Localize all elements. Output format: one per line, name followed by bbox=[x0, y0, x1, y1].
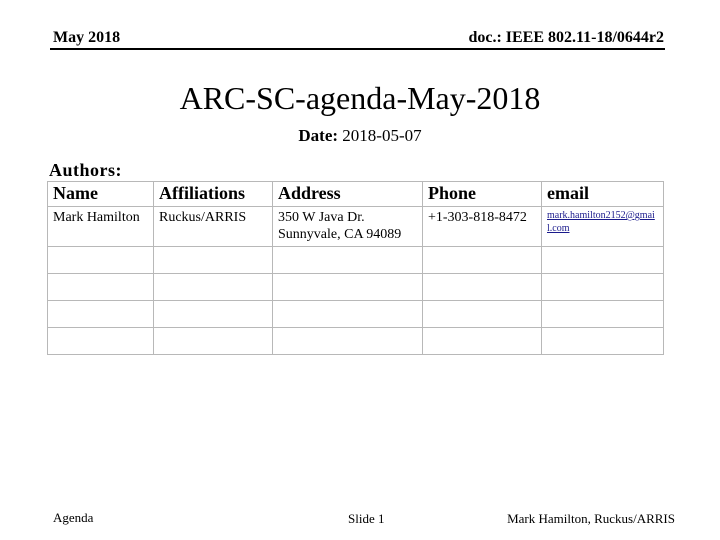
cell-name: Mark Hamilton bbox=[48, 207, 154, 247]
column-header-name: Name bbox=[48, 182, 154, 207]
address-line-1: 350 W Java Dr. bbox=[278, 210, 365, 225]
address-line-2: Sunnyvale, CA 94089 bbox=[278, 227, 402, 242]
email-link[interactable]: mark.hamilton2152@gmail.com bbox=[547, 210, 655, 234]
table-row bbox=[48, 301, 664, 328]
table-cell bbox=[423, 328, 542, 355]
column-header-address: Address bbox=[273, 182, 423, 207]
header-doc-id: doc.: IEEE 802.11-18/0644r2 bbox=[468, 29, 664, 46]
slide-title: ARC-SC-agenda-May-2018 bbox=[179, 80, 541, 116]
footer-author: Mark Hamilton, Ruckus/ARRIS bbox=[507, 511, 675, 526]
authors-table bbox=[47, 181, 664, 355]
header-rule bbox=[50, 48, 665, 50]
table-cell bbox=[423, 274, 542, 301]
table-row bbox=[48, 207, 664, 247]
column-header-phone: Phone bbox=[423, 182, 542, 207]
column-header-affiliations: Affiliations bbox=[154, 182, 273, 207]
footer-agenda: Agenda bbox=[53, 510, 94, 525]
date-line bbox=[0, 126, 720, 146]
table-cell bbox=[154, 247, 273, 274]
table-cell bbox=[154, 301, 273, 328]
table-row bbox=[48, 274, 664, 301]
table-cell bbox=[48, 274, 154, 301]
table-cell bbox=[48, 301, 154, 328]
table-cell bbox=[273, 301, 423, 328]
table-header-row bbox=[48, 182, 664, 207]
table-cell bbox=[273, 328, 423, 355]
date-label: Date: bbox=[298, 126, 339, 145]
table-cell bbox=[542, 328, 664, 355]
table-cell bbox=[154, 274, 273, 301]
table-cell bbox=[542, 247, 664, 274]
table-cell bbox=[48, 247, 154, 274]
cell-affiliation: Ruckus/ARRIS bbox=[154, 207, 273, 247]
table-row bbox=[48, 328, 664, 355]
header-date: May 2018 bbox=[53, 29, 121, 46]
table-cell bbox=[542, 301, 664, 328]
cell-phone: +1-303-818-8472 bbox=[423, 207, 542, 247]
cell-address bbox=[273, 207, 423, 247]
authors-label: Authors: bbox=[49, 160, 123, 180]
footer-slide-number: Slide 1 bbox=[348, 511, 385, 526]
cell-email bbox=[542, 207, 664, 247]
table-cell bbox=[423, 247, 542, 274]
table-cell bbox=[273, 247, 423, 274]
table-cell bbox=[542, 274, 664, 301]
table-cell bbox=[273, 274, 423, 301]
column-header-email: email bbox=[542, 182, 664, 207]
date-value: 2018-05-07 bbox=[338, 126, 422, 145]
table-cell bbox=[48, 328, 154, 355]
table-cell bbox=[423, 301, 542, 328]
table-row bbox=[48, 247, 664, 274]
table-cell bbox=[154, 328, 273, 355]
